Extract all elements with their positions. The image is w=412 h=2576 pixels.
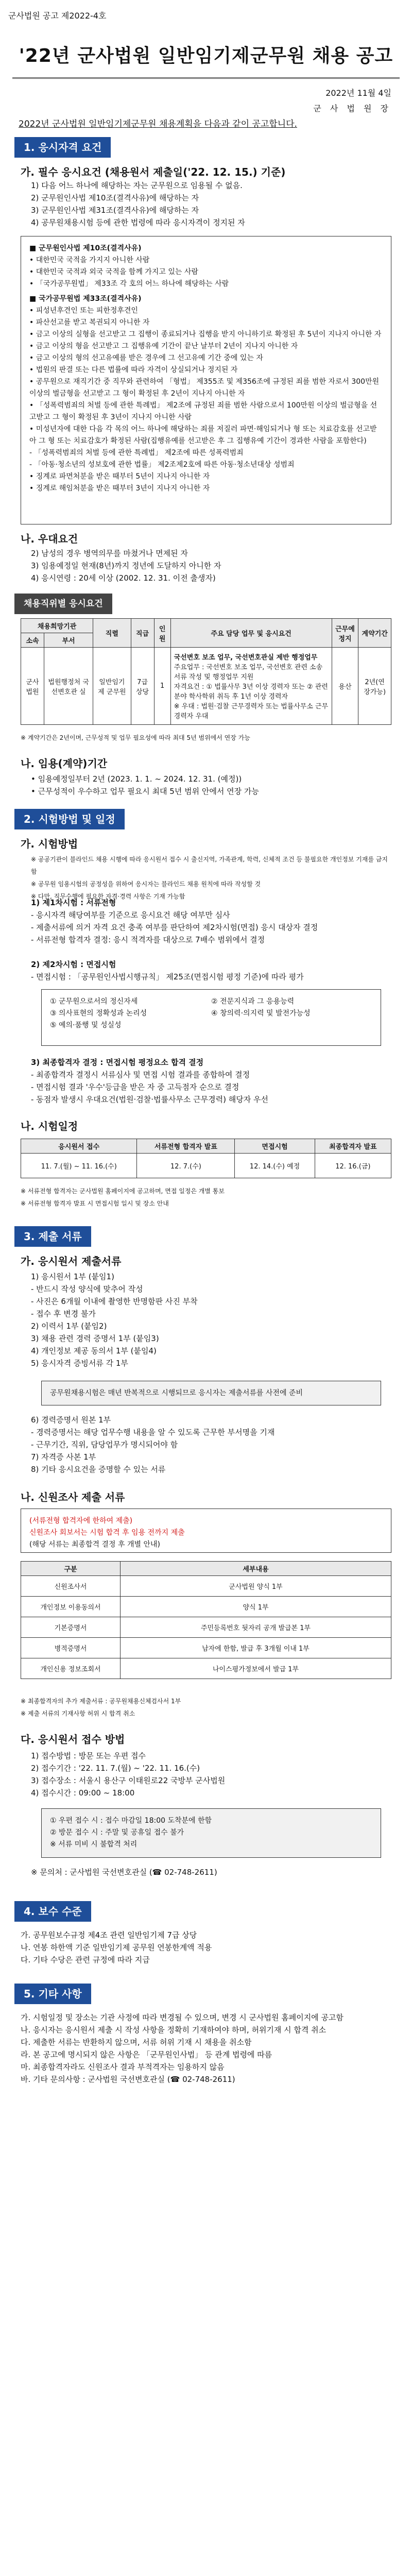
criteria-list — [50, 996, 372, 1031]
section-2-header: 2. 시험방법 및 일정 — [14, 809, 125, 829]
background-check-box — [21, 1509, 391, 1553]
submit-tip-box — [41, 1808, 381, 1858]
doc-line: 8) 기타 응시요건을 증명할 수 있는 서류 — [31, 1465, 166, 1474]
section-5-lines — [21, 2011, 391, 2086]
section-1a-title: 가. 필수 응시요건 (채용원서 제출일('22. 12. 15.) 기준) — [21, 166, 286, 178]
section-term-lines — [31, 773, 259, 798]
submit-tip: ※ 서류 미비 시 불합격 처리 — [50, 1840, 138, 1849]
stage-1 — [31, 896, 391, 946]
box-line: • 피성년후견인 또는 피한정후견인 — [29, 307, 138, 315]
td-org: 군사법원 — [21, 648, 44, 725]
bg-note: ※ 최종합격자의 추가 제출서류 : 공무원채용신체검사서 1부 — [21, 1698, 181, 1705]
bg-note: ※ 제출 서류의 기재사항 허위 시 합격 취소 — [21, 1710, 135, 1717]
box-line: • 징계로 해임처분을 받은 때부터 3년이 지나지 아니한 자 — [29, 484, 210, 493]
td-period: 2년(연장가능) — [358, 648, 391, 725]
notice-intro: 2022년 군사법원 일반임기제군무원 채용계획을 다음과 같이 공고합니다. — [19, 119, 297, 129]
disqualification-box — [21, 236, 391, 524]
stage-line: - 면접시험 : 「공무원인사법시행규칙」 제25조(면접시험 평정 기준)에 따라 평가 — [31, 972, 304, 981]
doc-line: 5) 응시자격 증빙서류 각 1부 — [31, 1359, 128, 1368]
pay-line: 가. 공무원보수규정 제4조 관련 일반임기제 7급 상당 — [21, 1930, 197, 1940]
position-table-title: 채용직위별 응시요건 — [14, 594, 112, 614]
box-line: ■ 군무원인사법 제10조(결격사유) — [29, 244, 142, 252]
term-line: • 근무성적이 우수하고 업무 필요시 최대 5년 범위 안에서 연장 가능 — [31, 787, 259, 796]
td-count: 1 — [154, 648, 170, 725]
method-note: ※ 공무원 임용시험의 공정성을 위하여 응시자는 블라인드 채용 원칙에 따라 작성할 것 — [31, 880, 261, 888]
req-item: 2) 군무원인사법 제10조(결격사유)에 해당하는 자 — [31, 193, 199, 202]
box-line: - 「아동·청소년의 성보호에 관한 법률」 제2조제2호에 따른 아동·청소년대상 성범죄 — [29, 461, 295, 469]
stage-title: 1) 제1차시험 : 서류전형 — [31, 898, 116, 907]
stage-title: 2) 제2차시험 : 면접시험 — [31, 960, 116, 969]
box-line: • 대한민국 국적을 가지지 아니한 사람 — [29, 256, 150, 264]
interview-criteria-box — [41, 989, 381, 1046]
schedule-note: ※ 서류전형 합격자 발표 시 면접시험 일시 및 장소 안내 — [21, 1200, 169, 1207]
schedule-note: ※ 서류전형 합격자는 군사법원 홈페이지에 공고하며, 면접 일정은 개별 통보 — [21, 1188, 225, 1195]
schedule-table — [21, 1139, 391, 1178]
section-3a-title: 가. 응시원서 제출서류 — [21, 1255, 122, 1267]
th-place: 근무예정지 — [332, 619, 358, 648]
submit-line: 2) 접수기간 : '22. 11. 7.(월) ~ '22. 11. 16.(수) — [31, 1764, 200, 1773]
section-3c-lines — [31, 1750, 391, 1799]
background-docs-table — [21, 1561, 391, 1679]
bg-line: 신원조사 회보서는 시험 합격 후 임용 전까지 제출 — [29, 1529, 185, 1537]
duty-req: 자격요건 : ① 법률사무 3년 이상 경력자 또는 ② 관련분야 학사학위 취득 후 1년 이상 경력자 — [174, 683, 328, 701]
th-count: 인원 — [154, 619, 170, 648]
box-line: • 금고 이상의 형의 선고유예를 받은 경우에 그 선고유예 기간 중에 있는 자 — [29, 354, 263, 362]
th-period: 계약기간 — [358, 619, 391, 648]
req-item: 2) 남성의 경우 병역의무를 마쳤거나 면제된 자 — [31, 549, 188, 558]
th-org-sub: 소속 — [21, 633, 44, 648]
box-line: • 미성년자에 대한 다음 각 목의 어느 하나에 해당하는 죄를 저질러 파면·해임되거나 형 또는 치료감호를 선고받아 그 형 또는 치료감호가 확정된 사람(집행유예를 선고받은 후 그 집행유예 기간이 경과한 사람을 포함한다) — [29, 425, 377, 445]
criteria-item: ④ 창의력·의지력 및 발전가능성 — [211, 1009, 311, 1018]
doc-line: 6) 경력증명서 원본 1부 — [31, 1415, 111, 1425]
stage-line: - 서류전형 합격자 결정: 응시 적격자를 대상으로 7배수 범위에서 결정 — [31, 935, 265, 944]
submit-tip: ① 우편 접수 시 : 접수 마감일 18:00 도착분에 한함 — [50, 1817, 212, 1825]
bg-td: 개인신용 정보조회서 — [21, 1658, 121, 1679]
td-dept: 법원행정처 국선변호관 실 — [44, 648, 93, 725]
stage-line: - 면접시험 결과 '우수'등급을 받은 자 중 고득점자 순으로 결정 — [31, 1082, 239, 1092]
notice-number: 군사법원 공고 제2022-4호 — [8, 11, 107, 21]
section-1-header: 1. 응시자격 요건 — [14, 137, 111, 158]
th-job: 직렬 — [93, 619, 131, 648]
pay-line: 나. 연봉 하한액 기준 일반임기제 공무원 연봉한계액 적용 — [21, 1943, 212, 1952]
duty-summary: 국선변호 보조 업무, 국선변호관실 제반 행정업무 — [174, 654, 318, 662]
submit-line: 3) 접수장소 : 서울시 용산구 이태원로22 국방부 군사법원 — [31, 1776, 226, 1785]
schedule-td: 12. 16.(금) — [315, 1154, 391, 1178]
stage-line: - 동점자 발생시 우대요건(법원·검찰·법률사무소 근무경력) 해당자 우선 — [31, 1095, 268, 1104]
doc-line: 4) 개인정보 제공 동의서 1부 (붙임4) — [31, 1346, 157, 1355]
bg-td: 나이스평가정보에서 발급 1부 — [121, 1658, 391, 1679]
doc-line: - 근무기간, 직위, 담당업무가 명시되어야 함 — [31, 1440, 178, 1449]
table-note: ※ 계약기간은 2년이며, 근무성적 및 업무 필요성에 따라 최대 5년 범위에서 연장 가능 — [21, 734, 250, 741]
th-dept-sub: 부서 — [44, 633, 93, 648]
notice-date: 2022년 11월 4일 — [325, 88, 391, 98]
criteria-item: ③ 의사표현의 정확성과 논리성 — [50, 1009, 147, 1018]
section-term-title: 나. 임용(계약)기간 — [21, 757, 108, 770]
box-line: - 「성폭력범죄의 처벌 등에 관한 특례법」 제2조에 따른 성폭력범죄 — [29, 449, 244, 457]
bg-td: 신원조사서 — [21, 1576, 121, 1597]
box-line: • 법원의 판결 또는 다른 법률에 따라 자격이 상실되거나 정지된 자 — [29, 366, 238, 374]
req-item: 1) 다음 어느 하나에 해당하는 자는 군무원으로 임용될 수 없음. — [31, 181, 243, 190]
misc-line: 다. 제출한 서류는 반환하지 않으며, 서류 허위 기재 시 채용을 취소함 — [21, 2038, 252, 2047]
bg-notes — [21, 1695, 391, 1720]
bg-line: (해당 서류는 최종합격 결정 후 개별 안내) — [29, 1540, 161, 1549]
misc-line: 가. 시험일정 및 장소는 기관 사정에 따라 변경될 수 있으며, 변경 시 군사법원 홈페이지에 공고함 — [21, 2013, 344, 2022]
section-3a-more — [31, 1414, 391, 1476]
section-3-header: 3. 제출 서류 — [14, 1226, 91, 1247]
schedule-th: 서류전형 합격자 발표 — [137, 1139, 235, 1154]
term-line: • 임용예정일부터 2년 (2023. 1. 1. ~ 2024. 12. 31. (예정)) — [31, 774, 242, 784]
duty-req: ※ 우대 : 법원·검찰 근무경력자 또는 법률사무소 근무 경력자 우대 — [174, 703, 329, 720]
section-3b-title: 나. 신원조사 제출 서류 — [21, 1491, 125, 1503]
section-1a-items — [31, 179, 245, 229]
doc-line: - 사진은 6개월 이내에 촬영한 반명함판 사진 부착 — [31, 1297, 198, 1306]
page-title: '22년 군사법원 일반임기제군무원 채용 공고 — [19, 45, 393, 66]
bg-td: 병적증명서 — [21, 1638, 121, 1658]
box-line: • 파산선고를 받고 복권되지 아니한 자 — [29, 318, 150, 327]
td-duty — [170, 648, 332, 725]
stage-3 — [31, 1056, 391, 1106]
box-line: • 공무원으로 재직기간 중 직무와 관련하여 「형법」 제355조 및 제356조에 규정된 죄를 범한 자로서 300만원 이상의 벌금형을 선고받고 그 형이 확정된 후 2년이 지나지 아니한 자 — [29, 378, 380, 398]
stage-line: - 제출서류에 의거 자격 요건 충족 여부를 판단하여 제2차시험(면접) 응시 대상자 결정 — [31, 923, 318, 932]
stage-line: - 최종합격자 결정시 서류심사 및 면접 시험 결과를 종합하여 결정 — [31, 1070, 250, 1079]
schedule-td: 11. 7.(월) ~ 11. 16.(수) — [21, 1154, 137, 1178]
schedule-th: 최종합격자 발표 — [315, 1139, 391, 1154]
duty-req: 주요업무 : 국선변호 보조 업무, 국선변호 관련 소송서류 작성 및 행정업무 지원 — [174, 664, 323, 681]
box-line: • 금고 이상의 실형을 선고받고 그 집행이 종료되거나 집행을 받지 아니하기로 확정된 후 5년이 지나지 아니한 자 — [29, 330, 382, 338]
td-rank: 7급 상당 — [131, 648, 154, 725]
box-line: • 「성폭력범죄의 처벌 등에 관한 특례법」 제2조에 규정된 죄를 범한 사람으로서 100만원 이상의 벌금형을 선고받고 그 형이 확정된 후 3년이 지나지 아니한 사람 — [29, 401, 377, 421]
bg-th: 세부내용 — [121, 1562, 391, 1576]
box-line: • 대한민국 국적과 외국 국적을 함께 가지고 있는 사람 — [29, 268, 198, 276]
submit-line: 4) 접수시간 : 09:00 ~ 18:00 — [31, 1788, 135, 1798]
method-note: ※ 공공기관이 블라인드 채용 시행에 따라 응시원서 접수 시 출신지역, 가족관계, 학력, 신체적 조건 등 불필요한 개인정보 기재를 금지함 — [31, 856, 388, 875]
bg-td: 남자에 한함, 발급 후 3개월 이내 1부 — [121, 1638, 391, 1658]
section-2a-lines — [31, 853, 391, 903]
schedule-th: 면접시험 — [235, 1139, 315, 1154]
doc-line: - 반드시 작성 양식에 맞추어 작성 — [31, 1284, 143, 1294]
submit-line: 1) 접수방법 : 방문 또는 우편 접수 — [31, 1751, 146, 1760]
th-duty: 주요 담당 업무 및 응시요건 — [170, 619, 332, 648]
bg-line: (서류전형 합격자에 한하여 제출) — [29, 1517, 133, 1525]
doc-line: 2) 이력서 1부 (붙임2) — [31, 1321, 107, 1331]
criteria-item: ② 전문지식과 그 응용능력 — [211, 997, 295, 1006]
box-line: ■ 국가공무원법 제33조(결격사유) — [29, 295, 142, 303]
section-1b-items — [31, 547, 221, 584]
req-item: 4) 응시연령 : 20세 이상 (2002. 12. 31. 이전 출생자) — [31, 573, 216, 583]
doc-line: - 접수 후 변경 불가 — [31, 1309, 96, 1318]
pay-line: 다. 기타 수당은 관련 규정에 따라 지급 — [21, 1955, 150, 1964]
misc-line: 나. 응시자는 응시원서 제출 시 작성 사항을 정확히 기재하여야 하며, 허위기재 시 합격 취소 — [21, 2025, 327, 2035]
section-5-header: 5. 기타 사항 — [14, 1984, 91, 2004]
notice-org: 군 사 법 원 장 — [313, 104, 391, 113]
bg-td: 주민등록번호 뒷자리 공개 발급본 1부 — [121, 1617, 391, 1638]
bg-td: 기본증명서 — [21, 1617, 121, 1638]
bg-th: 구분 — [21, 1562, 121, 1576]
criteria-item: ① 군무원으로서의 정신자세 — [50, 997, 138, 1006]
schedule-th: 응시원서 접수 — [21, 1139, 137, 1154]
stage-title: 3) 최종합격자 결정 : 면접시험 평정요소 합격 결정 — [31, 1058, 204, 1067]
submit-contact: ※ 문의처 : 군사법원 국선변호관실 (☎ 02-748-2611) — [31, 1868, 217, 1877]
bg-td: 개인정보 이용동의서 — [21, 1597, 121, 1617]
misc-line: 마. 최종합격자라도 신원조사 결과 부적격자는 임용하지 않음 — [21, 2062, 225, 2072]
td-place: 용산 — [332, 648, 358, 725]
section-1b-title: 나. 우대요건 — [21, 533, 78, 545]
box-line: • 징계로 파면처분을 받은 때부터 5년이 지나지 아니한 자 — [29, 472, 210, 481]
doc-line: 3) 채용 관련 경력 증명서 1부 (붙임3) — [31, 1334, 159, 1343]
submit-tip: ② 방문 접수 시 : 주말 및 공휴일 접수 불가 — [50, 1828, 184, 1837]
doc-line: - 경력증명서는 해당 업무수행 내용을 알 수 있도록 근무한 부서명을 기재 — [31, 1428, 275, 1437]
req-item: 3) 군무원인사법 제31조(결격사유)에 해당하는 자 — [31, 206, 199, 215]
section-3a-lines — [31, 1270, 391, 1369]
misc-line: 바. 기타 문의사항 : 군사법원 국선변호관실 (☎ 02-748-2611) — [21, 2075, 235, 2084]
section-2a-title: 가. 시험방법 — [21, 838, 78, 850]
section-2b-title: 나. 시험일정 — [21, 1120, 78, 1132]
criteria-item: ⑤ 예의·품행 및 성실성 — [50, 1021, 122, 1029]
doc-line: 1) 응시원서 1부 (붙임1) — [31, 1272, 114, 1281]
title-rule — [12, 77, 400, 79]
schedule-td: 12. 14.(수) 예정 — [235, 1154, 315, 1178]
stage-2 — [31, 958, 391, 983]
th-rank: 직급 — [131, 619, 154, 648]
position-table — [21, 618, 391, 725]
stage-line: - 응시자격 해당여부를 기준으로 응시요건 해당 여부만 심사 — [31, 910, 230, 920]
schedule-td: 12. 7.(수) — [137, 1154, 235, 1178]
doc-line: 7) 자격증 사본 1부 — [31, 1452, 96, 1462]
td-job: 일반임기제 군무원 — [93, 648, 131, 725]
method-note: ※ 다만, 직무수행에 필요한 자격·경력 사항은 기재 가능함 — [31, 893, 185, 900]
misc-line: 라. 본 공고에 명시되지 않은 사항은 「군무원인사법」 등 관계 법령에 따름 — [21, 2050, 272, 2059]
box-line: • 금고 이상의 형을 선고받고 그 집행유예 기간이 끝난 날부터 2년이 지나지 아니한 자 — [29, 342, 298, 350]
bg-td: 양식 1부 — [121, 1597, 391, 1617]
bg-td: 군사법원 양식 1부 — [121, 1576, 391, 1597]
req-item: 4) 공무원채용시험 등에 관한 법령에 따라 응시자격이 정지된 자 — [31, 218, 245, 227]
schedule-notes — [21, 1185, 391, 1210]
doc-tip-box: 공무원채용시험은 매년 반복적으로 시행되므로 응시자는 제출서류를 사전에 준비 — [41, 1381, 381, 1405]
th-org: 채용희망기관 — [21, 619, 93, 633]
section-3c-title: 다. 응시원서 접수 방법 — [21, 1733, 125, 1745]
box-line: • 「국가공무원법」 제33조 각 호의 어느 하나에 해당하는 사람 — [29, 280, 229, 288]
req-item: 3) 임용예정일 현재(8년)까지 정년에 도달하지 아니한 자 — [31, 561, 221, 570]
section-4-header: 4. 보수 수준 — [14, 1901, 91, 1922]
section-4-lines — [21, 1929, 391, 1966]
